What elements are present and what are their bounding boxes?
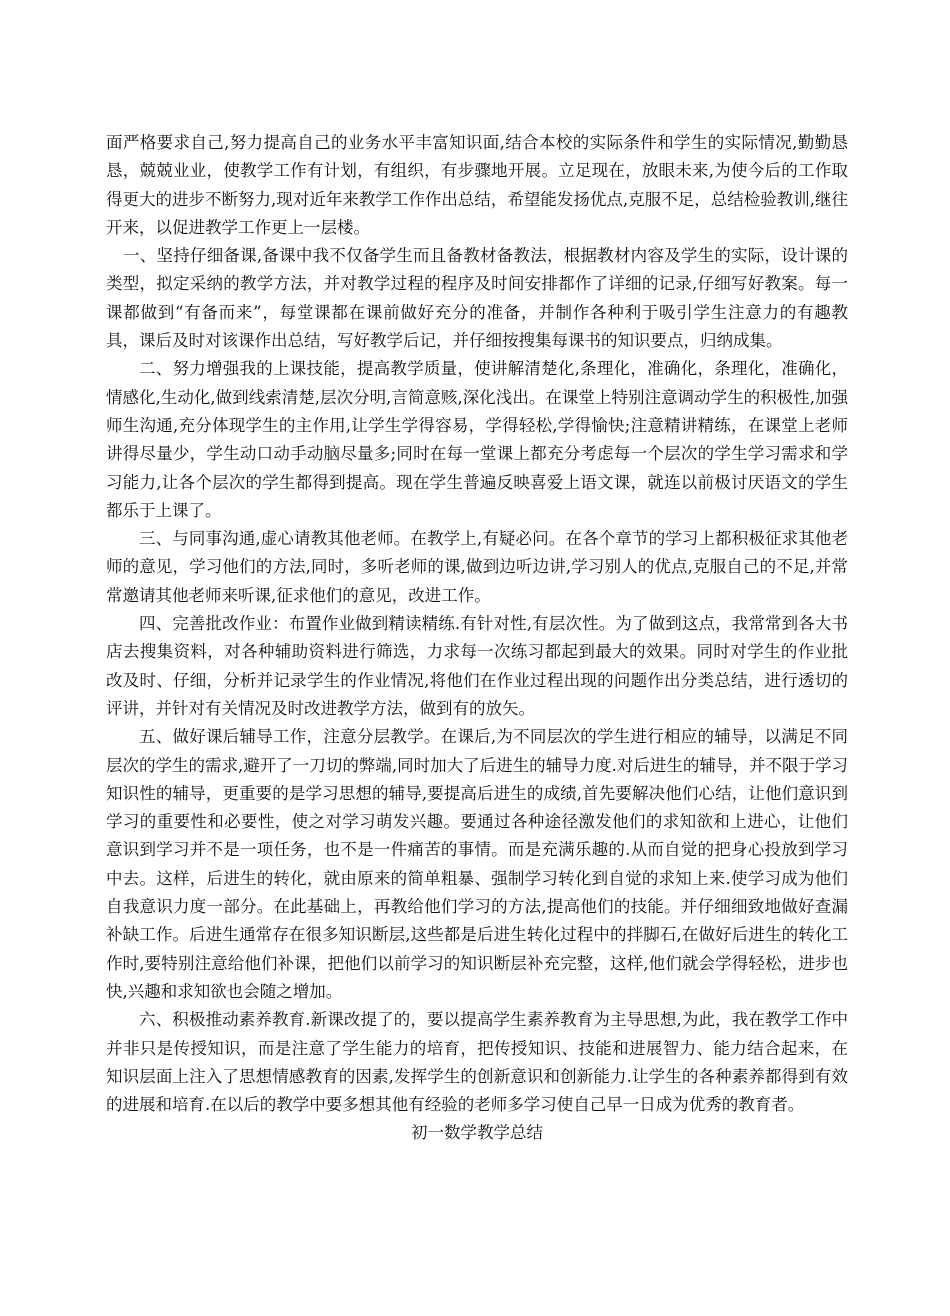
document-page (106, 129, 848, 1148)
paragraph-section-2: 二、努力增强我的上课技能，提高教学质量，使讲解清楚化,条理化，准确化，条理化，准确化，情感化,生动化,做到线索清楚,层次分明,言简意赅,深化浅出。在课堂上特别注意调动学生的积极性,加强师生沟通,充分体现学生的主作用,让学生学得容易，学得轻松,学得愉快;注意精讲精练，在课堂上老师讲得尽量少，学生动口动手动脑尽量多;同时在每一堂课上都充分考虑每一个层次的学生学习需求和学习能力,让各个层次的学生都得到提高。现在学生普遍反映喜爱上语文课，就连以前极讨厌语文的学生都乐于上课了。 (106, 359, 848, 520)
paragraph-section-3: 三、与同事沟通,虚心请教其他老师。在教学上,有疑必问。在各个章节的学习上都积极征求其他老师的意见，学习他们的方法,同时，多听老师的课,做到边听边讲,学习别人的优点,克服自己的不足,并常常邀请其他老师来听课,征求他们的意见，改进工作。 (106, 529, 848, 605)
paragraph-intro: 面严格要求自己,努力提高自己的业务水平丰富知识面,结合本校的实际条件和学生的实际情况,勤勤恳恳，兢兢业业，使教学工作有计划，有组织，有步骤地开展。立足现在，放眼未来,为使今后的工作取得更大的进步不断努力,现对近年来教学工作作出总结，希望能发扬优点,克服不足，总结检验教训,继往开来，以促进教学工作更上一层楼。 (106, 133, 848, 237)
paragraph-section-6: 六、积极推动素养教育.新课改提了的，要以提高学生素养教育为主导思想,为此，我在教学工作中并非只是传授知识，而是注意了学生能力的培育，把传授知识、技能和进展智力、能力结合起来，在知识层面上注入了思想情感教育的因素,发挥学生的创新意识和创新能力.让学生的各种素养都得到有效的进展和培育.在以后的教学中要多想其他有经验的老师多学习使自己早一日成为优秀的教育者。 (106, 1010, 848, 1115)
section-title: 初一数学教学总结 (411, 1123, 543, 1143)
paragraph-section-5: 五、做好课后辅导工作，注意分层教学。在课后,为不同层次的学生进行相应的辅导，以满足不同层次的学生的需求,避开了一刀切的弊端,同时加大了后进生的辅导力度.对后进生的辅导，并不限于学习知识性的辅导，更重要的是学习思想的辅导,要提高后进生的成绩,首先要解决他们心结，让他们意识到学习的重要性和必要性，使之对学习萌发兴趣。要通过各种途径激发他们的求知欲和上进心，让他们意识到学习并不是一项任务，也不是一件痛苦的事情。而是充满乐趣的.从而自觉的把身心投放到学习中去。这样，后进生的转化，就由原来的简单粗暴、强制学习转化到自觉的求知上来.使学习成为他们自我意识力度一部分。在此基础上，再教给他们学习的方法,提高他们的技能。并仔细细致地做好查漏补缺工作。后进生通常存在很多知识断层,这些都是后进生转化过程中的拌脚石,在做好后进生的转化工作时,要特别注意给他们补课，把他们以前学习的知识断层补充完整，这样,他们就会学得轻松，进步也快,兴趣和求知欲也会随之增加。 (106, 727, 848, 1001)
paragraph-section-1: 一、坚持仔细备课,备课中我不仅备学生而且备教材备教法，根据教材内容及学生的实际，设计课的类型，拟定采纳的教学方法，并对教学过程的程序及时间安排都作了详细的记录,仔细写好教案。每一课都做到“有备而来”，每堂课都在课前做好充分的准备，并制作各种利于吸引学生注意力的有趣教具，课后及时对该课作出总结，写好教学后记，并仔细按搜集每课书的知识要点，归纳成集。 (106, 246, 848, 351)
paragraph-section-4: 四、完善批改作业：布置作业做到精读精练.有针对性,有层次性。为了做到这点，我常常到各大书店去搜集资料，对各种辅助资料进行筛选，力求每一次练习都起到最大的效果。同时对学生的作业批改及时、仔细，分析并记录学生的作业情况,将他们在作业过程出现的问题作出分类总结，进行透切的评讲，并针对有关情况及时改进教学方法，做到有的放矢。 (106, 614, 848, 718)
